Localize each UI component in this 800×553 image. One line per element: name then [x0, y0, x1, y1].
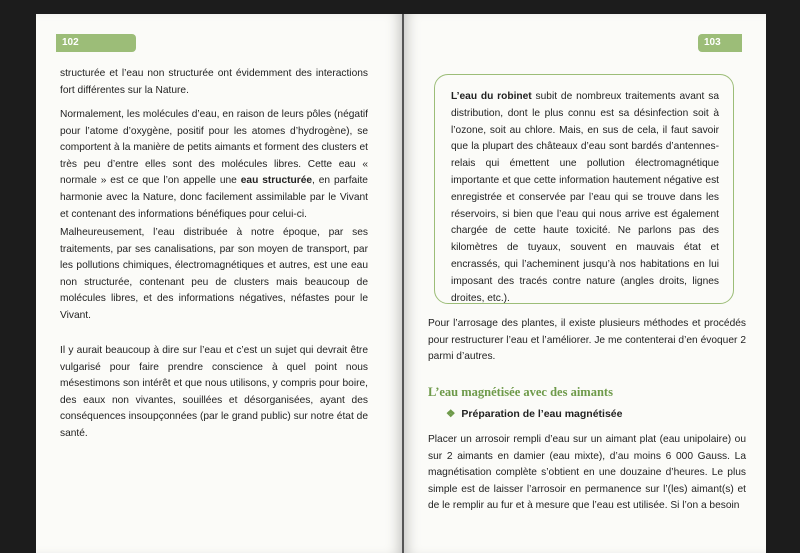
right-page: [404, 14, 766, 553]
page-number-left: 102: [56, 34, 136, 52]
callout-bold: L’eau du robinet: [451, 91, 532, 102]
left-paragraph-4: Il y aurait beaucoup à dire sur l’eau et c’est un sujet qui devrait être vulgarisé pour faire prendre conscience à quel point nous mésestimons son intérêt et que nous utilisons, y compris pour boire, des eaux non vivantes, souillées et désorganisées, ayant des conséquences insoupçonnées (par le grand public) sur notre état de santé.: [60, 345, 368, 439]
left-paragraph-3: Malheureusement, l’eau distribuée à notre époque, par ses traitements, par ses canalisations, par son moyen de transport, par les pollutions chimiques, électromagnétiques et autres, est une eau non structurée, contenant peu de clusters mais beaucoup de molécules libres, et des informations négatives, néfastes pour le Vivant.: [60, 227, 368, 321]
subsection-title-text: Préparation de l’eau magnétisée: [461, 408, 623, 420]
right-paragraph-2: Placer un arrosoir rempli d’eau sur un aimant plat (eau unipolaire) ou sur 2 aimants en damier (eau mixte), d’au moins 6 000 Gauss. La magnétisation complète s’obtient en une douzaine d’heures. Le plus simple est de laisser l’arrosoir en permanence sur l’(les) aimant(s) et de le remplir au fur et à mesure que l’eau est utilisée. Si l’on a besoin: [428, 434, 746, 512]
left-paragraph-2: [60, 107, 368, 223]
diamond-bullet-icon: ❖: [446, 408, 456, 420]
left-paragraph-2-start: Normalement, les molécules d’eau, en raison de leurs pôles (négatif pour l’atome d’oxygène, positif pour les atomes d’hydrogène), se comportent à la manière de petits aimants et forment des clusters et très peu d’entre elles sont des molécules libres. Cette eau « normale » est ce que l’on appelle une: [60, 109, 368, 187]
left-paragraph-2-bold: eau structurée: [240, 175, 313, 187]
left-paragraph-2-end: , en parfaite harmonie avec la Nature, donc facilement assimilable par le Vivant et contenant des informations bénéfiques pour celui-ci.: [60, 175, 368, 220]
page-number-right: 103: [698, 34, 742, 52]
right-paragraph-1: Pour l’arrosage des plantes, il existe plusieurs méthodes et procédés pour restructurer l’eau et l’améliorer. Je me contenterai d’en évoquer 2 parmi d’autres.: [428, 318, 746, 363]
left-paragraph-1: structurée et l’eau non structurée ont évidemment des interactions fort différentes sur la Nature.: [60, 68, 368, 96]
callout-text: [451, 89, 719, 307]
callout-body: subit de nombreux traitements avant sa distribution, dont le plus connu est sa désinfection soit à l’ozone, soit au chlore. Mais, en sus de cela, il faut savoir que la plupart des châteaux d’eau sont bardés d’antennes-relais qui émettent une pollution électromagnétique importante et que cette information hautement négative est enregistrée et conservée par l’eau qui se trouve dans les réservoirs, si bien que l’eau qui nous arrive est également chargée de cette haute toxicité. Ne parlons pas des kilomètres de tuyaux, souvent en mauvais état et encrassés, qui l’acheminent jusqu’à nos habitations en lui imposant des tracés contre nature (angles droits, lignes droites, etc.).: [451, 91, 719, 304]
left-page: [36, 14, 402, 553]
info-callout-box: [434, 74, 734, 304]
subsection-title: [446, 408, 622, 420]
section-title: L’eau magnétisée avec des aimants: [428, 385, 613, 399]
